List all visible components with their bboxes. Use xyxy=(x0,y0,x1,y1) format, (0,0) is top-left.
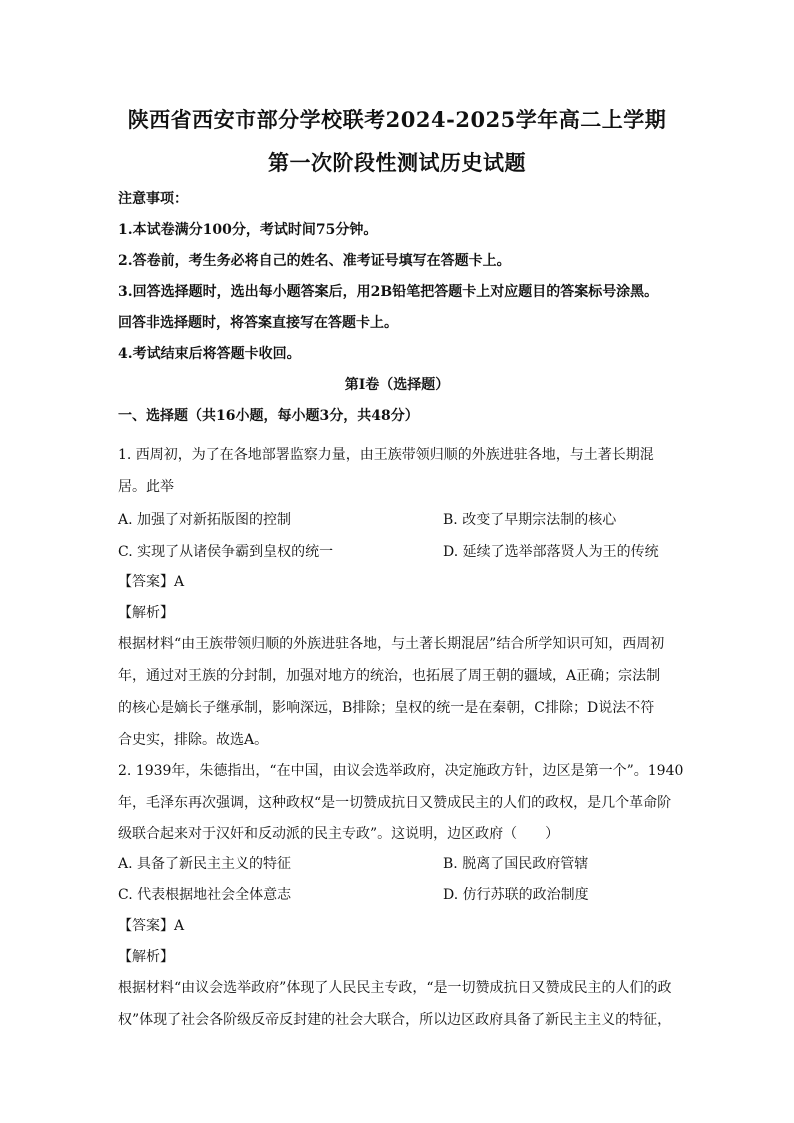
question-1-answer: 【答案】A xyxy=(118,574,185,590)
question-2-stem-line-2: 年，毛泽东再次强调，这种政权“是一切赞成抗日又赞成民主的人们的政权，是几个革命阶 xyxy=(118,795,672,811)
question-1-analysis-line-1: 根据材料“由王族带领归顺的外族进驻各地，与土著长期混居”结合所学知识可知，西周初 xyxy=(118,636,665,652)
question-2-stem-line-1: 2. 1939年，朱德指出，“在中国，由议会选举政府，决定施政方针，边区是第一个”。1940 xyxy=(118,763,684,779)
note-item-2: 2.答卷前，考生务必将自己的姓名、准考证号填写在答题卡上。 xyxy=(118,253,511,269)
note-item-1: 1.本试卷满分100分，考试时间75分钟。 xyxy=(118,222,378,238)
section-title: 第Ⅰ卷（选择题） xyxy=(344,377,450,393)
question-1-analysis-line-2: 年，通过对王族的分封制，加强对地方的统治，也拓展了周王朝的疆域，A正确；宗法制 xyxy=(118,668,661,684)
question-2-option-a: A. 具备了新民主主义的特征 xyxy=(118,856,292,872)
question-2-option-c: C. 代表根据地社会全体意志 xyxy=(118,887,292,903)
question-1-stem-line-2: 居。此举 xyxy=(118,479,174,495)
notes-heading: 注意事项： xyxy=(118,191,188,207)
question-1-option-a: A. 加强了对新拓版图的控制 xyxy=(118,512,292,528)
question-2-analysis-line-2: 权”体现了社会各阶级反帝反封建的社会大联合，所以边区政府具备了新民主主义的特征， xyxy=(118,1012,672,1028)
note-item-3: 3.回答选择题时，选出每小题答案后，用2B铅笔把答题卡上对应题目的答案标号涂黑。 xyxy=(118,284,659,300)
question-2-analysis-heading: 【解析】 xyxy=(118,949,174,965)
question-2-option-d: D. 仿行苏联的政治制度 xyxy=(443,887,589,903)
question-1-option-d: D. 延续了选举部落贤人为王的传统 xyxy=(443,544,659,560)
page-title-line-1: 陕西省西安市部分学校联考2024-2025学年高二上学期 xyxy=(127,107,667,132)
question-2-stem-line-3: 级联合起来对于汉奸和反动派的民主专政”。这说明，边区政府（ ） xyxy=(118,826,560,842)
note-item-3-continued: 回答非选择题时，将答案直接写在答题卡上。 xyxy=(118,315,398,331)
question-1-stem-line-1: 1. 西周初，为了在各地部署监察力量，由王族带领归顺的外族进驻各地，与土著长期混 xyxy=(118,447,654,463)
question-2-option-b: B. 脱离了国民政府管辖 xyxy=(443,856,589,872)
question-1-option-c: C. 实现了从诸侯争霸到皇权的统一 xyxy=(118,544,334,560)
page-title-line-2: 第一次阶段性测试历史试题 xyxy=(268,150,526,175)
question-1-analysis-line-3: 的核心是嫡长子继承制，影响深远，B排除；皇权的统一是在秦朝，C排除；D说法不符 xyxy=(118,700,655,716)
note-item-4: 4.考试结束后将答题卡收回。 xyxy=(118,346,301,362)
question-2-analysis-line-1: 根据材料“由议会选举政府”体现了人民民主专政，“是一切赞成抗日又赞成民主的人们的政 xyxy=(118,980,672,996)
part-heading: 一、选择题（共16小题，每小题3分，共48分） xyxy=(118,408,419,424)
question-2-answer: 【答案】A xyxy=(118,918,185,934)
question-1-analysis-line-4: 合史实，排除。故选A。 xyxy=(118,732,269,748)
question-1-analysis-heading: 【解析】 xyxy=(118,605,174,621)
question-1-option-b: B. 改变了早期宗法制的核心 xyxy=(443,512,617,528)
